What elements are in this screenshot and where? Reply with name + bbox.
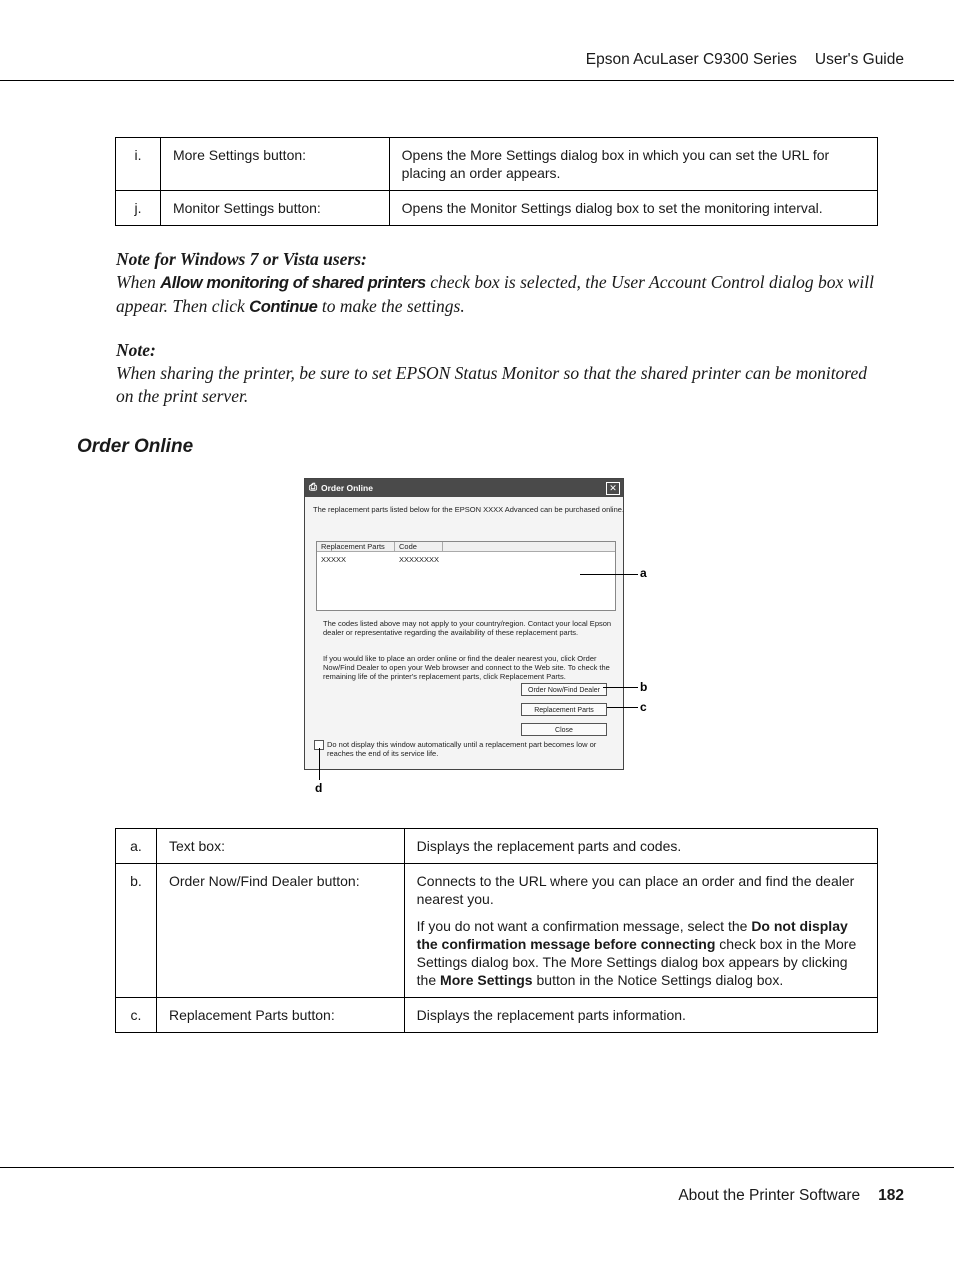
- order-now-find-dealer-button[interactable]: Order Now/Find Dealer: [521, 683, 607, 696]
- row-description: Opens the Monitor Settings dialog box to set the monitoring interval.: [389, 191, 877, 226]
- row-description: Displays the replacement parts information.: [404, 998, 877, 1033]
- section-heading: Order Online: [77, 436, 194, 457]
- row-description: Opens the More Settings dialog box in which you can set the URL for placing an order appears.: [389, 138, 877, 191]
- callout-line-b: [603, 687, 638, 688]
- page-footer: [678, 1187, 904, 1205]
- callout-c: c: [640, 700, 647, 714]
- page-header: [586, 51, 904, 69]
- option-more-settings: More Settings: [440, 972, 533, 988]
- parts-text-box[interactable]: [316, 541, 616, 611]
- header-product: Epson AcuLaser C9300 Series: [585, 51, 797, 68]
- dialog-info-availability: The codes listed above may not apply to your country/region. Contact your local Epson dealer or representative regarding the availability of these replacement parts.: [323, 619, 612, 637]
- order-online-dialog: [304, 478, 624, 770]
- dialog-items-table: [115, 828, 878, 1033]
- callout-line-d: [319, 748, 320, 780]
- row-index: b.: [116, 864, 157, 998]
- footer-rule: [0, 1167, 954, 1168]
- dialog-info-order: If you would like to place an order online or find the dealer nearest you, click Order Now/Find Dealer to open your Web browser and connect to the Web site. To check the remaining life of the printer's replacement parts, click Replacement Parts.: [323, 654, 610, 681]
- description-paragraph: If you do not want a confirmation message, select the Do not display the confirmation message before connecting check box in the More Settings dialog box. The More Settings dialog box appears by clicking the More Settings button in the Notice Settings dialog box.: [416, 918, 857, 988]
- sharing-note: [116, 339, 886, 408]
- dialog-intro: The replacement parts listed below for the EPSON XXXX Advanced can be purchased online.: [313, 505, 625, 514]
- replacement-parts-button[interactable]: Replacement Parts: [521, 703, 607, 716]
- column-header-code: Code: [395, 542, 443, 552]
- callout-b: b: [640, 680, 648, 694]
- printer-icon: ⎙: [309, 482, 317, 493]
- row-item: Replacement Parts button:: [156, 998, 404, 1033]
- header-guide: User's Guide: [814, 51, 904, 68]
- row-index: j.: [116, 191, 161, 226]
- table-row: [116, 138, 878, 191]
- page-number: 182: [878, 1187, 904, 1204]
- dialog-body: [305, 497, 623, 769]
- note-body: When sharing the printer, be sure to set EPSON Status Monitor so that the shared printer can be monitored on the print server.: [116, 363, 867, 406]
- row-index: c.: [116, 998, 157, 1033]
- row-item: Text box:: [156, 829, 404, 864]
- vista-note: [116, 248, 886, 319]
- row-item: Monitor Settings button:: [160, 191, 389, 226]
- close-button[interactable]: Close: [521, 723, 607, 736]
- settings-table: [115, 137, 878, 226]
- dialog-title: Order Online: [321, 483, 373, 493]
- table-row: [116, 829, 878, 864]
- callout-line-a: [580, 574, 638, 575]
- note-title: Note for Windows 7 or Vista users:: [116, 249, 367, 269]
- description-paragraph: Connects to the URL where you can place an order and find the dealer nearest you.: [416, 873, 855, 907]
- table-row: [116, 998, 878, 1033]
- cell-code: XXXXXXXX: [399, 555, 440, 564]
- option-allow-monitoring: Allow monitoring of shared printers: [160, 274, 426, 292]
- option-do-not-display: Do not display the confirmation message before connecting: [416, 918, 848, 952]
- row-item: Order Now/Find Dealer button:: [156, 864, 404, 998]
- callout-a: a: [640, 566, 647, 580]
- do-not-display-label: Do not display this window automatically until a replacement part becomes low or reaches the end of its service life.: [327, 740, 597, 758]
- column-header-parts: Replacement Parts: [317, 542, 395, 552]
- callout-line-c: [607, 707, 638, 708]
- row-index: i.: [116, 138, 161, 191]
- table-row: [116, 191, 878, 226]
- close-icon[interactable]: ✕: [606, 482, 620, 495]
- callout-d: d: [315, 781, 323, 795]
- table-row: [116, 864, 878, 998]
- note-title: Note:: [116, 340, 156, 360]
- footer-section: About the Printer Software: [678, 1187, 861, 1204]
- row-item: More Settings button:: [160, 138, 389, 191]
- option-continue: Continue: [249, 298, 318, 316]
- row-description: [404, 864, 877, 998]
- header-rule: [0, 80, 954, 81]
- row-index: a.: [116, 829, 157, 864]
- note-body: When Allow monitoring of shared printers check box is selected, the User Account Control dialog box will appear. Then click Continue to make the settings.: [116, 272, 874, 316]
- column-header-blank: [443, 542, 615, 552]
- dialog-title-bar: [305, 479, 623, 497]
- row-description: Displays the replacement parts and codes.: [404, 829, 877, 864]
- cell-parts: XXXXX: [321, 555, 347, 564]
